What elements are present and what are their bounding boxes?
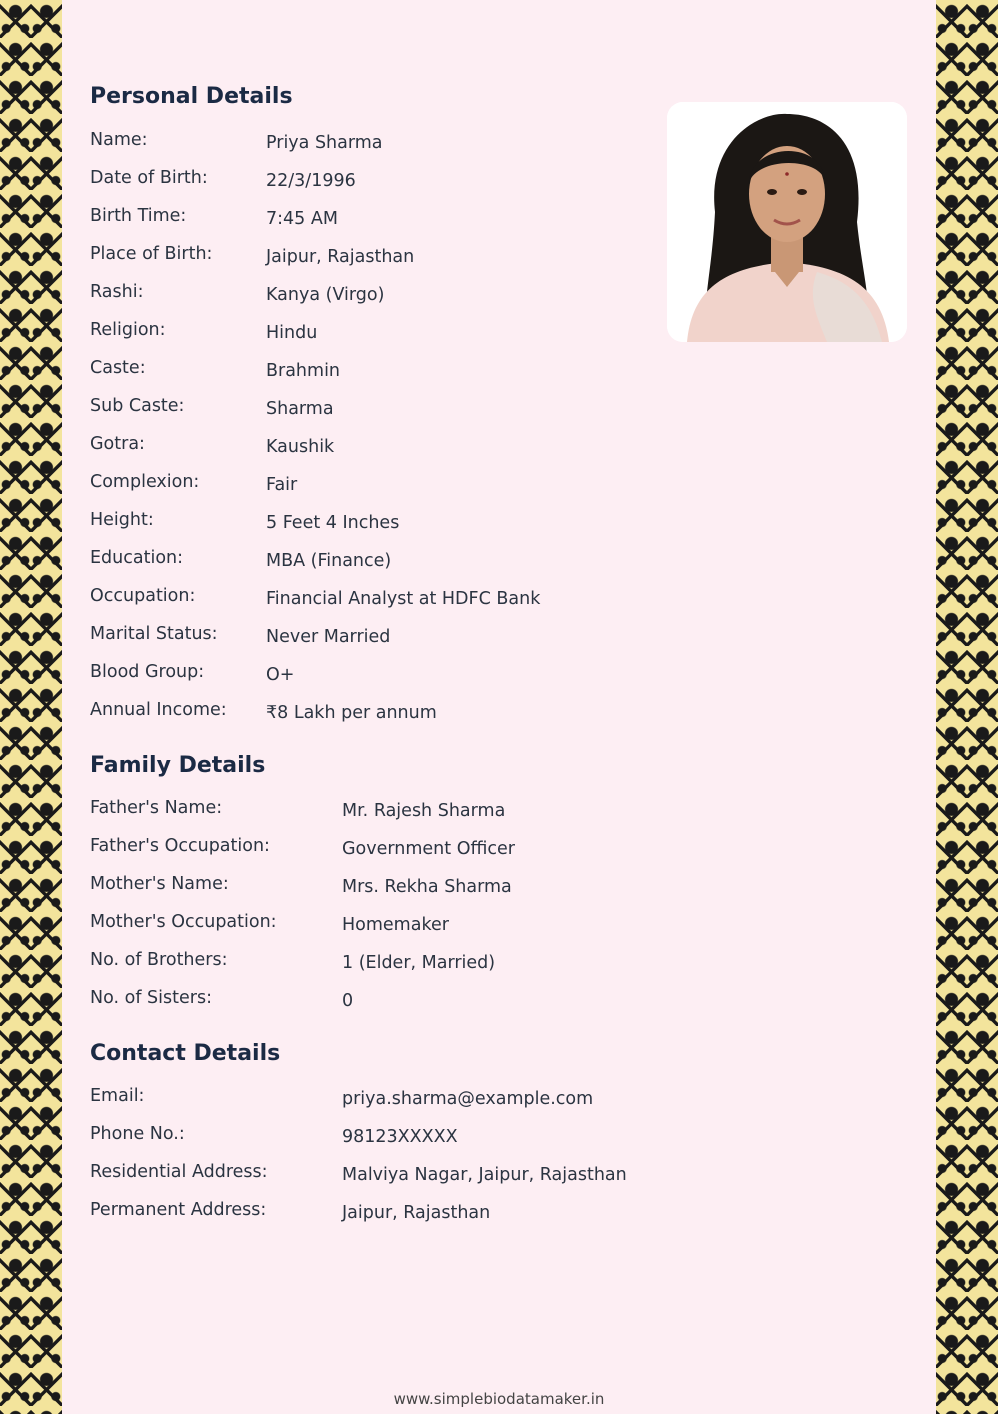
detail-label: Complexion: (90, 472, 200, 492)
profile-photo (667, 102, 907, 342)
detail-label: No. of Brothers: (90, 950, 228, 970)
family-details-heading: Family Details (90, 753, 266, 778)
email-value: priya.sharma@example.com (342, 1089, 594, 1109)
detail-value: Never Married (266, 627, 391, 647)
detail-label: Marital Status: (90, 624, 218, 644)
detail-label: Occupation: (90, 586, 196, 606)
detail-value: Malviya Nagar, Jaipur, Rajasthan (342, 1165, 627, 1185)
phone-value: 98123XXXXX (342, 1127, 458, 1147)
decorative-border-left (0, 0, 62, 1414)
detail-label: Date of Birth: (90, 168, 208, 188)
detail-value: MBA (Finance) (266, 551, 392, 571)
detail-label: Sub Caste: (90, 396, 185, 416)
biodata-page (62, 0, 936, 1414)
detail-label: Phone No.: (90, 1124, 185, 1144)
detail-value: Kaushik (266, 437, 335, 457)
detail-label: Father's Occupation: (90, 836, 270, 856)
profile-photo-illustration (667, 102, 907, 342)
detail-label: Gotra: (90, 434, 145, 454)
detail-label: Education: (90, 548, 184, 568)
detail-value: Homemaker (342, 915, 449, 935)
detail-value: 7:45 AM (266, 209, 338, 229)
detail-label: Mother's Occupation: (90, 912, 277, 932)
contact-details-heading: Contact Details (90, 1041, 281, 1066)
detail-value: Sharma (266, 399, 334, 419)
detail-label: Name: (90, 130, 148, 150)
detail-label: No. of Sisters: (90, 988, 212, 1008)
detail-value: ₹8 Lakh per annum (266, 703, 437, 723)
detail-value: Financial Analyst at HDFC Bank (266, 589, 541, 609)
detail-label: Father's Name: (90, 798, 223, 818)
detail-label: Permanent Address: (90, 1200, 267, 1220)
personal-details-heading: Personal Details (90, 84, 293, 109)
detail-value: 5 Feet 4 Inches (266, 513, 400, 533)
detail-value: Fair (266, 475, 298, 495)
detail-value: Government Officer (342, 839, 515, 859)
detail-value: Jaipur, Rajasthan (342, 1203, 491, 1223)
detail-value: 0 (342, 991, 354, 1011)
detail-value: Brahmin (266, 361, 341, 381)
detail-value: 22/3/1996 (266, 171, 356, 191)
detail-value: Hindu (266, 323, 318, 343)
detail-label: Rashi: (90, 282, 144, 302)
detail-label: Place of Birth: (90, 244, 213, 264)
detail-label: Height: (90, 510, 154, 530)
detail-value: Jaipur, Rajasthan (266, 247, 415, 267)
footer-website: www.simplebiodatamaker.in (393, 1390, 605, 1408)
detail-value: O+ (266, 665, 295, 685)
detail-value: Mr. Rajesh Sharma (342, 801, 506, 821)
detail-label: Mother's Name: (90, 874, 229, 894)
decorative-border-right (936, 0, 998, 1414)
detail-label: Email: (90, 1086, 145, 1106)
detail-label: Religion: (90, 320, 166, 340)
detail-label: Birth Time: (90, 206, 187, 226)
detail-value: 1 (Elder, Married) (342, 953, 496, 973)
detail-value: Kanya (Virgo) (266, 285, 385, 305)
detail-value: Priya Sharma (266, 133, 383, 153)
detail-label: Caste: (90, 358, 146, 378)
detail-label: Residential Address: (90, 1162, 268, 1182)
detail-label: Blood Group: (90, 662, 205, 682)
detail-label: Annual Income: (90, 700, 227, 720)
detail-value: Mrs. Rekha Sharma (342, 877, 512, 897)
